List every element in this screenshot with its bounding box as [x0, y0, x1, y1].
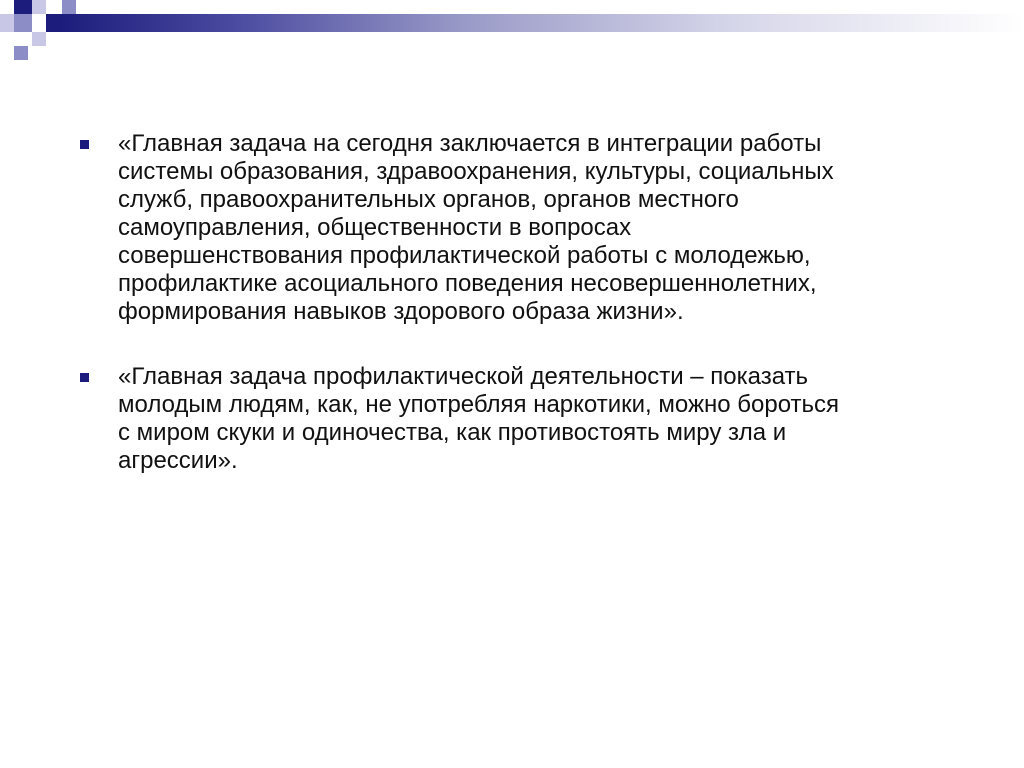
decorative-header [0, 0, 1024, 48]
decor-square [14, 46, 28, 60]
decor-square [62, 0, 76, 14]
square-bullet-icon [80, 373, 89, 382]
header-gradient-bar [60, 14, 1024, 32]
decor-square [32, 32, 46, 46]
decor-square [32, 0, 46, 14]
bullet-text: «Главная задача на сегодня заключается в интеграции работы системы образования, здравоохранения, культуры, социальных служб, правоохранительных органов, органов местного самоуправления, общественности в вопросах совершенствования профилактической работы с молодежью, профилактике асоциального поведения несовершеннолетних, формирования навыков здорового образа жизни». [118, 130, 834, 325]
bullet-text: «Главная задача профилактической деятельности – показать молодым людям, как, не употребляя наркотики, можно бороться с миром скуки и одиночества, как противостоять миру зла и агрессии». [118, 363, 840, 474]
decor-square [46, 14, 62, 32]
list-item [80, 363, 1000, 475]
decor-square [0, 14, 14, 32]
slide-content [80, 130, 1000, 512]
decor-square [14, 0, 32, 14]
bullet-list [80, 130, 1000, 475]
square-bullet-icon [80, 140, 89, 149]
decor-square [14, 14, 32, 32]
list-item [80, 130, 1000, 326]
